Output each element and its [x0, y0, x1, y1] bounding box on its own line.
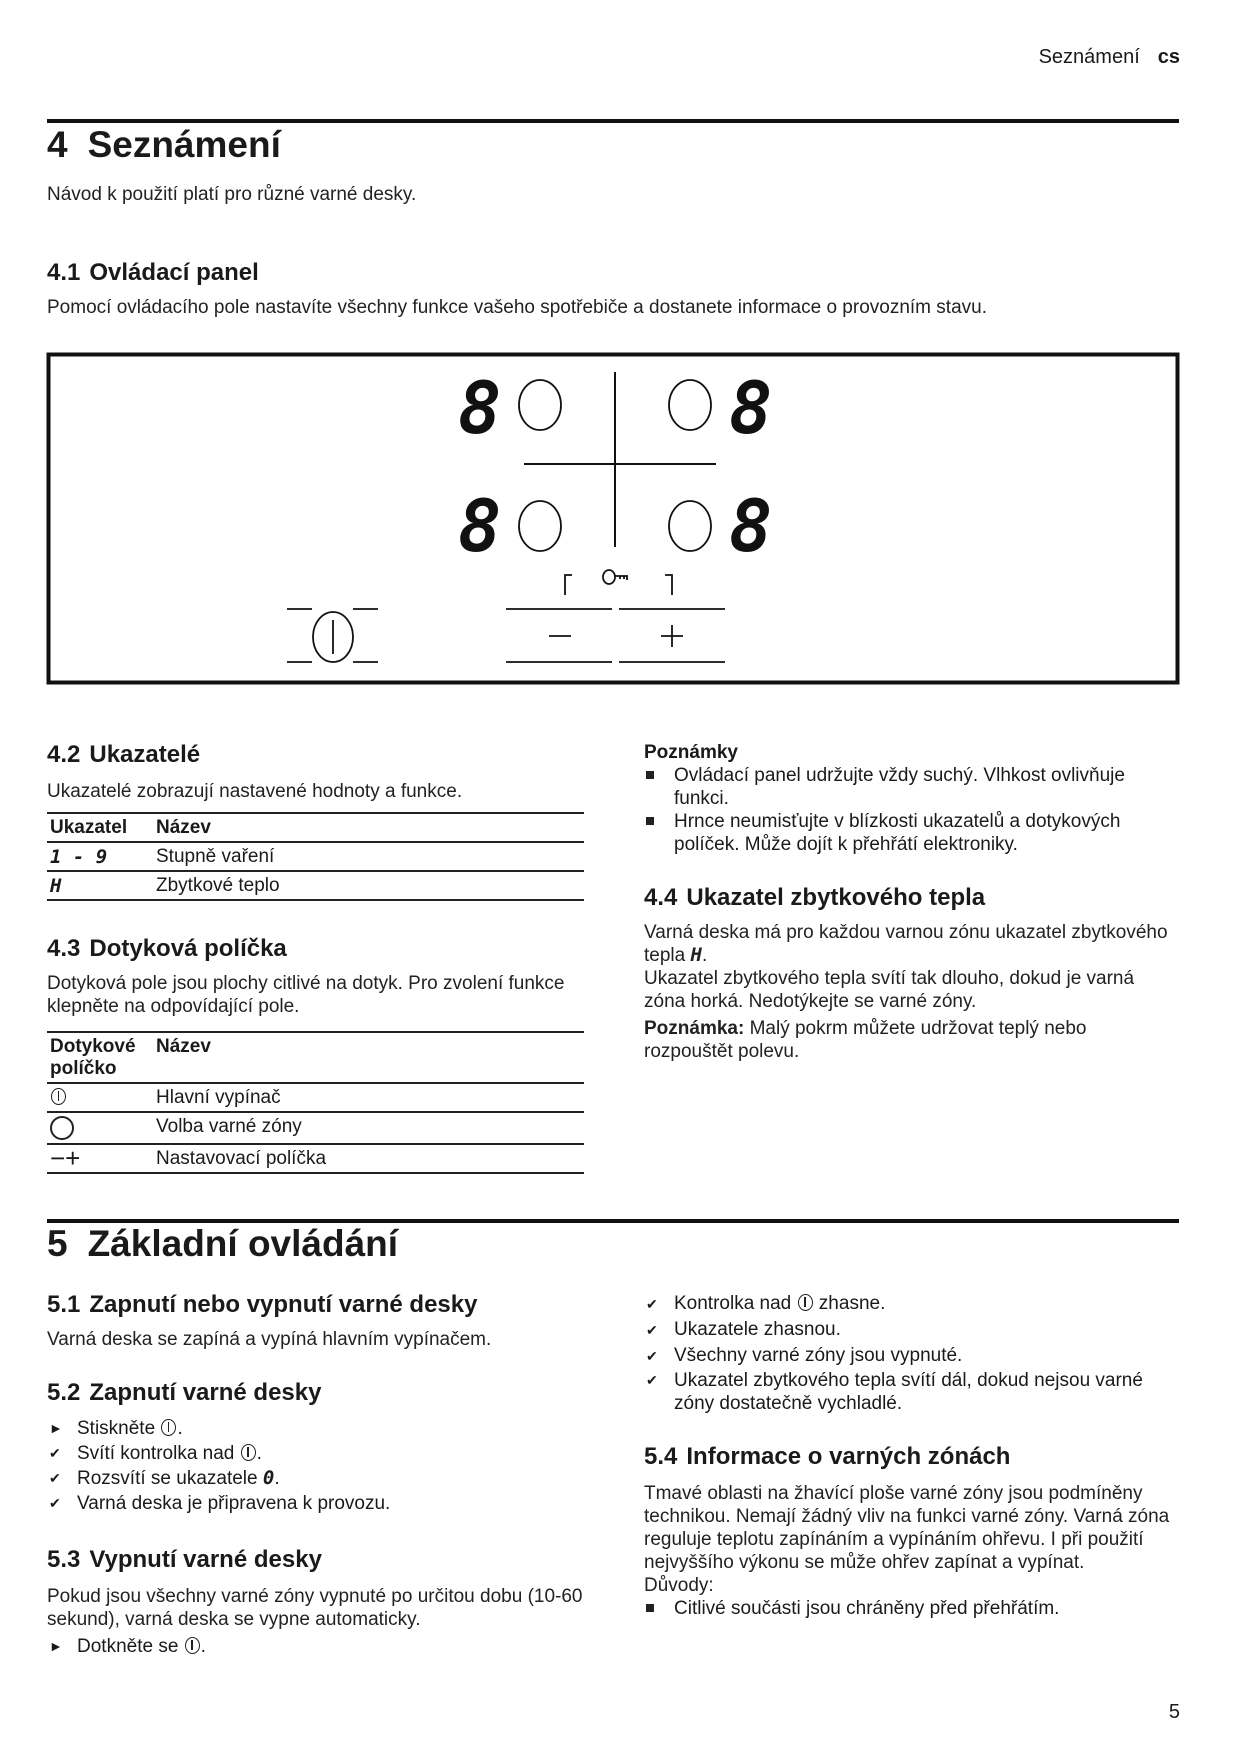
section-5-4: 5.4 Informace o varných zónách Tmavé oblasti na žhavící ploše varné zóny jsou podmíněny technikou. Nemají žádný vliv na funkci varné zóny. Varná zóna reguluje teplotu zapínáním a vypínáním ohřevu. I při použití nejvyššího výkonu se může ohřev zapínat a vypínat. Důvody: Citlivé součásti jsou chráněny před přehřátím. [644, 1443, 1184, 1620]
list-item: ✔ Všechny varné zóny jsou vypnuté. [646, 1345, 963, 1366]
zone-display-front-right: 8 [729, 366, 773, 450]
plus-button[interactable] [661, 625, 683, 647]
chapter-4-intro: Návod k použití platí pro různé varné desky. [47, 184, 417, 205]
section-4-2: 4.2 Ukazatelé Ukazatelé zobrazují nastavené hodnoty a funkce. Ukazatel Název 1 - 9 Stupně vaření H Zbytkové teplo [47, 741, 584, 901]
chapter-4-title: 4 Seznámení [47, 124, 281, 165]
zone-display-front-left: 8 [458, 366, 502, 450]
list-item: ✔ Ukazatel zbytkového tepla svítí dál, dokud nejsou varné zóny dostatečně vychladlé. [646, 1370, 1143, 1414]
power-icon [51, 1088, 66, 1105]
zone-select-circle[interactable] [519, 380, 561, 430]
section-5-2: 5.2 Zapnutí varné desky ► Stiskněte . ✔ Svítí kontrolka nad . ✔ Rozsvítí se ukazatele 0. ✔ Varná deska je připravena k provozu. [47, 1379, 584, 1516]
list-item: ✔ Ukazatele zhasnou. [646, 1319, 841, 1340]
list-item: Ovládací panel udržujte vždy suchý. Vlhkost ovlivňuje funkci. [644, 764, 1184, 810]
list-item: Hrnce neumisťujte v blízkosti ukazatelů a dotykových políček. Může dojít k přehřátí elektroniky. [644, 810, 1184, 856]
section-4-1: 4.1 Ovládací panel Pomocí ovládacího pole nastavíte všechny funkce vašeho spotřebiče a dostanete informace o provozním stavu. [47, 259, 1179, 319]
section-4-1-body: Pomocí ovládacího pole nastavíte všechny funkce vašeho spotřebiče a dostanete informace o provozním stavu. [47, 297, 987, 318]
table-row: Hlavní vypínač [47, 1083, 584, 1112]
list-item: Citlivé součásti jsou chráněny před přehřátím. [644, 1597, 1184, 1620]
table-row: H Zbytkové teplo [47, 871, 584, 900]
switch-off-results [644, 1291, 1169, 1415]
power-icon [798, 1294, 813, 1311]
childlock-key-icon [603, 570, 627, 584]
indicators-table: Ukazatel Název 1 - 9 Stupně vaření H Zbytkové teplo [47, 812, 584, 901]
section-5-1: 5.1 Zapnutí nebo vypnutí varné desky Varná deska se zapíná a vypíná hlavním vypínačem. [47, 1291, 492, 1350]
childlock-bracket [565, 575, 672, 595]
minus-plus-icon: −+ [47, 1144, 153, 1173]
section-5-3: 5.3 Vypnutí varné desky Pokud jsou všechny varné zóny vypnuté po určitou dobu (10-60 sekund), varná deska se vypne automaticky. ► Dotkněte se . [47, 1546, 583, 1657]
page-number: 5 [1168, 1701, 1180, 1723]
control-panel-diagram [0, 0, 1240, 700]
power-icon [241, 1444, 256, 1461]
zone-display-rear-right: 8 [729, 484, 773, 568]
table-row: −+ Nastavovací políčka [47, 1144, 584, 1173]
list-item: ✔ Svítí kontrolka nad . [49, 1443, 262, 1464]
zone-select-circle[interactable] [669, 501, 711, 551]
table-row: Volba varné zóny [47, 1112, 584, 1144]
list-item: ► Dotkněte se . [49, 1636, 206, 1657]
list-item: ✔ Kontrolka nad zhasne. [646, 1293, 886, 1314]
notes: Poznámky Ovládací panel udržujte vždy suchý. Vlhkost ovlivňuje funkci. Hrnce neumisťujte v blízkosti ukazatelů a dotykových políček. Může dojít k přehřátí elektroniky. [644, 742, 1184, 856]
list-item: ► Stiskněte . [49, 1418, 183, 1439]
header-section: Seznámení [1038, 46, 1140, 68]
zone-select-circle[interactable] [669, 380, 711, 430]
power-icon [161, 1419, 176, 1436]
table-row: 1 - 9 Stupně vaření [47, 842, 584, 871]
zone-select-circle[interactable] [519, 501, 561, 551]
chapter-5-title: 5 Základní ovládání [47, 1223, 399, 1264]
list-item: ✔ Varná deska je připravena k provozu. [49, 1493, 391, 1514]
power-icon [185, 1637, 200, 1654]
header-lang: cs [1157, 46, 1180, 68]
section-4-3: 4.3 Dotyková políčka Dotyková pole jsou plochy citlivé na dotyk. Pro zvolení funkce klepněte na odpovídající pole. Dotykové políčko Název Hlavní vypínač Volba varné zóny −+ Nastavovací políčka [47, 935, 584, 1174]
list-item: ✔ Rozsvítí se ukazatele 0. [49, 1467, 280, 1489]
circle-icon [50, 1116, 74, 1140]
zone-display-rear-left: 8 [458, 484, 502, 568]
power-button[interactable] [313, 612, 353, 662]
touch-fields-table: Dotykové políčko Název Hlavní vypínač Volba varné zóny −+ Nastavovací políčka [47, 1031, 584, 1174]
section-4-4: 4.4 Ukazatel zbytkového tepla Varná deska má pro každou varnou zónu ukazatel zbytkového tepla H. Ukazatel zbytkového tepla svítí tak dlouho, dokud je varná zóna horká. Nedotýkejte se varné zóny. Poznámka: Malý pokrm můžete udržovat teplý nebo rozpouštět polevu. [644, 884, 1168, 1062]
